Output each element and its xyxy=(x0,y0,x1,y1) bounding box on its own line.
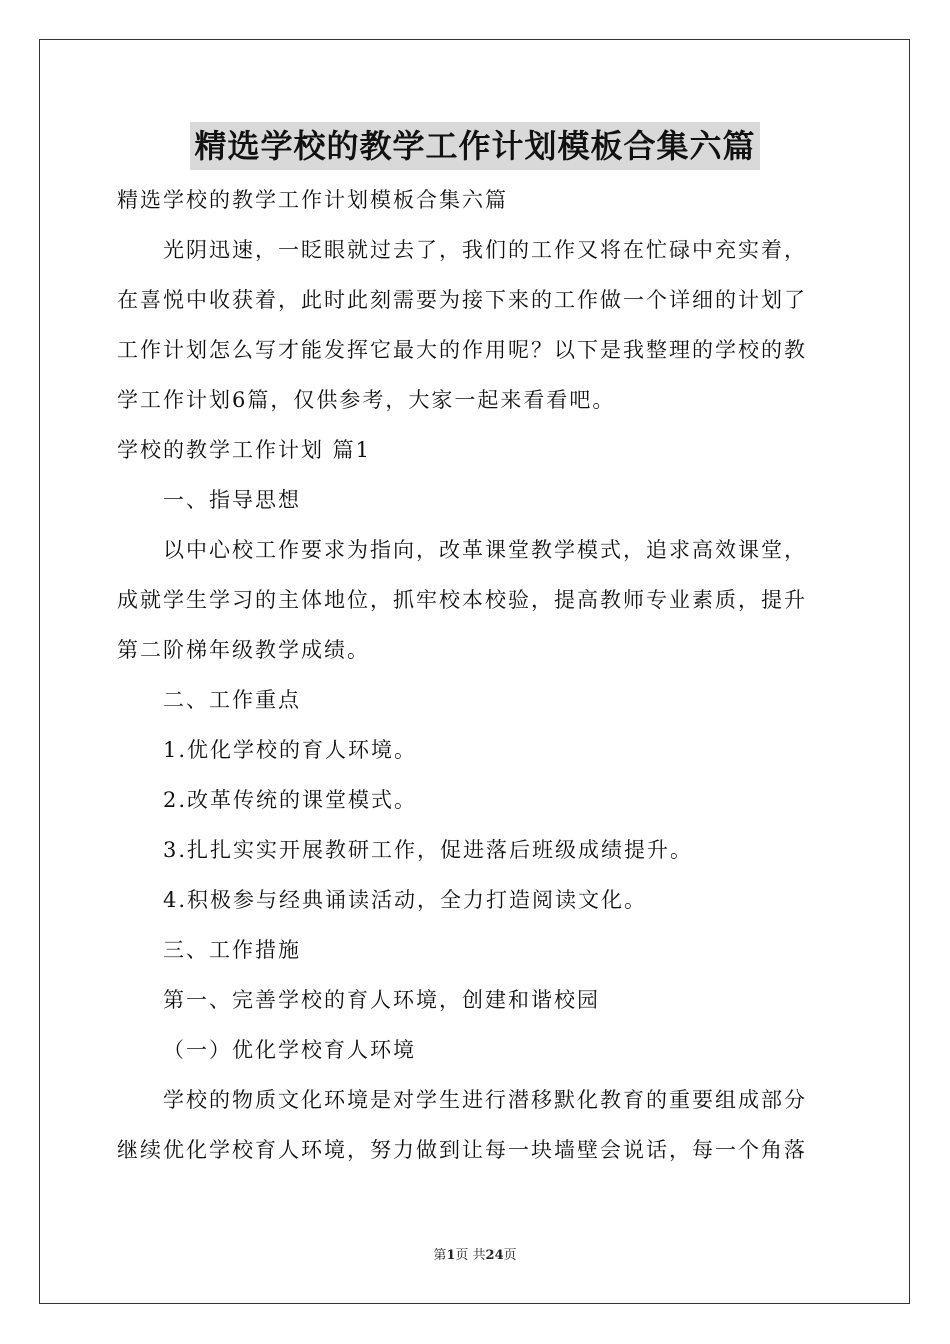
document-title: 精选学校的教学工作计划模板合集六篇 xyxy=(190,122,759,170)
footer-prefix: 第 xyxy=(433,1248,447,1263)
paragraph-line: 第二阶梯年级教学成绩。 xyxy=(117,638,370,662)
paragraph-line: 继续优化学校育人环境，努力做到让每一块墙壁会说话，每一个角落 xyxy=(117,1138,807,1162)
paragraph-line: 学校的物质文化环境是对学生进行潜移默化教育的重要组成部分 xyxy=(163,1088,807,1112)
footer-suffix: 页 xyxy=(503,1248,517,1263)
subheading: 一、指导思想 xyxy=(163,488,301,512)
paragraph-line: （一）优化学校育人环境 xyxy=(163,1038,416,1062)
paragraph-line: 在喜悦中收获着，此时此刻需要为接下来的工作做一个详细的计划了 xyxy=(117,288,807,312)
footer-total-pages: 24 xyxy=(485,1248,504,1263)
title-wrap xyxy=(0,122,950,170)
subtitle-line: 精选学校的教学工作计划模板合集六篇 xyxy=(117,188,508,212)
subheading: 三、工作措施 xyxy=(163,938,301,962)
paragraph-line: 成就学生学习的主体地位，抓牢校本校验，提高教师专业素质，提升 xyxy=(117,588,807,612)
subheading: 二、工作重点 xyxy=(163,688,301,712)
list-item: 3.扎扎实实开展教研工作，促进落后班级成绩提升。 xyxy=(163,838,694,862)
section-heading: 学校的教学工作计划 篇1 xyxy=(117,438,372,462)
paragraph-line: 第一、完善学校的育人环境，创建和谐校园 xyxy=(163,988,600,1012)
paragraph-line: 学工作计划6篇，仅供参考，大家一起来看看吧。 xyxy=(117,388,616,412)
page-footer xyxy=(0,1247,950,1265)
footer-mid: 页 共 xyxy=(455,1248,486,1263)
footer-current-page: 1 xyxy=(446,1248,456,1263)
list-item: 4.积极参与经典诵读活动，全力打造阅读文化。 xyxy=(163,888,648,912)
paragraph-line: 光阴迅速，一眨眼就过去了，我们的工作又将在忙碌中充实着， xyxy=(163,238,807,262)
paragraph-line: 以中心校工作要求为指向，改革课堂教学模式，追求高效课堂， xyxy=(163,538,807,562)
paragraph-line: 工作计划怎么写才能发挥它最大的作用呢？以下是我整理的学校的教 xyxy=(117,338,807,362)
list-item: 2.改革传统的课堂模式。 xyxy=(163,788,418,812)
list-item: 1.优化学校的育人环境。 xyxy=(163,738,418,762)
